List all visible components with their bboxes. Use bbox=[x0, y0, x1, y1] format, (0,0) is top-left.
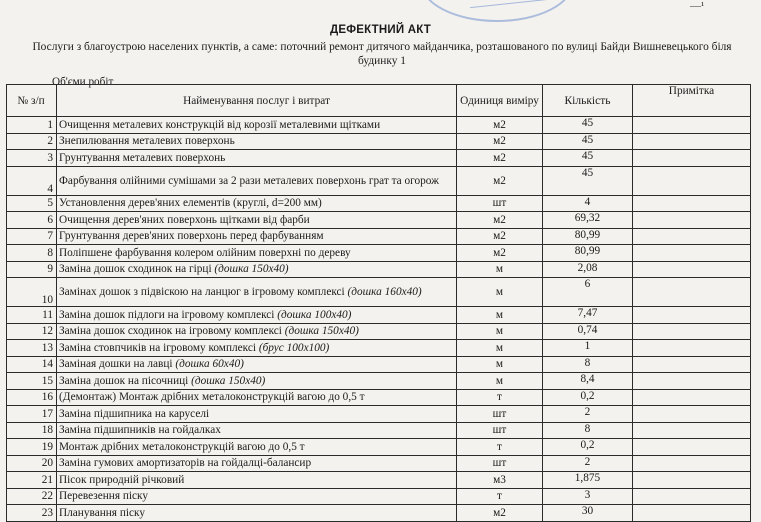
row-note bbox=[633, 323, 751, 340]
row-name bbox=[57, 406, 457, 423]
row-name-text: Заміна дошок сходинок на ігровому комплексі bbox=[59, 325, 285, 338]
row-note bbox=[633, 195, 751, 212]
row-name-spec: (дошка 150х40) bbox=[214, 263, 289, 276]
row-unit: м2 bbox=[457, 505, 543, 522]
table-row bbox=[7, 150, 751, 167]
row-name bbox=[57, 307, 457, 324]
row-name bbox=[57, 133, 457, 150]
table-row bbox=[7, 406, 751, 423]
row-number: 9 bbox=[7, 261, 57, 278]
row-quantity: 45 bbox=[543, 133, 633, 150]
table-row bbox=[7, 389, 751, 406]
row-name-spec: (брус 100х100) bbox=[258, 341, 330, 354]
row-quantity: 80,99 bbox=[543, 228, 633, 245]
row-name bbox=[57, 261, 457, 278]
row-name bbox=[57, 212, 457, 229]
row-number: 21 bbox=[7, 472, 57, 489]
row-quantity: 2 bbox=[543, 406, 633, 423]
section-label: Об'єми робіт bbox=[52, 76, 114, 88]
row-name bbox=[57, 439, 457, 456]
row-quantity: 1 bbox=[543, 340, 633, 357]
table-row bbox=[7, 228, 751, 245]
row-unit: шт bbox=[457, 195, 543, 212]
row-unit: шт bbox=[457, 422, 543, 439]
row-number: 4 bbox=[7, 166, 57, 195]
row-note bbox=[633, 340, 751, 357]
row-name-spec: (дошка 100х40) bbox=[277, 308, 352, 321]
row-unit: шт bbox=[457, 406, 543, 423]
row-quantity: 0,74 bbox=[543, 323, 633, 340]
header-note: Примітка bbox=[633, 85, 751, 117]
row-number: 23 bbox=[7, 505, 57, 522]
row-note bbox=[633, 439, 751, 456]
document-subtitle: Послуги з благоустрою населених пунктів, а саме: поточний ремонт дитячого майданчика, розташованого по вулиці Байди Вишневецького біля будинку 1 bbox=[32, 41, 732, 67]
row-note bbox=[633, 455, 751, 472]
table-row bbox=[7, 261, 751, 278]
row-unit: м bbox=[457, 278, 543, 307]
row-quantity: 6 bbox=[543, 278, 633, 307]
row-note bbox=[633, 307, 751, 324]
row-unit: м bbox=[457, 261, 543, 278]
row-note bbox=[633, 150, 751, 167]
table-row bbox=[7, 278, 751, 307]
row-quantity: 45 bbox=[543, 117, 633, 134]
row-unit: шт bbox=[457, 455, 543, 472]
row-quantity: 4 bbox=[543, 195, 633, 212]
row-name-text: Фарбування олійними сумішами за 2 рази металевих поверхонь грат та огорож bbox=[59, 174, 439, 187]
row-note bbox=[633, 389, 751, 406]
row-quantity: 80,99 bbox=[543, 245, 633, 262]
row-unit: м2 bbox=[457, 228, 543, 245]
row-quantity: 3 bbox=[543, 488, 633, 505]
row-name bbox=[57, 245, 457, 262]
row-quantity: 2,08 bbox=[543, 261, 633, 278]
row-name-text: Грунтування металевих поверхонь bbox=[59, 151, 226, 164]
row-number: 17 bbox=[7, 406, 57, 423]
row-unit: м2 bbox=[457, 166, 543, 195]
row-name bbox=[57, 117, 457, 134]
row-number: 19 bbox=[7, 439, 57, 456]
row-unit: м2 bbox=[457, 212, 543, 229]
row-name-text: Грунтування дерев'яних поверхонь перед фарбуванням bbox=[59, 230, 324, 243]
row-name-text: Планування піску bbox=[59, 506, 145, 519]
row-unit: м2 bbox=[457, 245, 543, 262]
row-name-text: Знепилювання металевих поверхонь bbox=[59, 135, 235, 148]
row-unit: м bbox=[457, 323, 543, 340]
row-note bbox=[633, 278, 751, 307]
row-note bbox=[633, 117, 751, 134]
document-title: ДЕФЕКТНИЙ АКТ bbox=[330, 24, 431, 36]
row-number: 14 bbox=[7, 356, 57, 373]
row-unit: м2 bbox=[457, 117, 543, 134]
row-name-spec: (дошка 150х40) bbox=[284, 325, 359, 338]
row-name-spec: (дошка 160х40) bbox=[347, 286, 422, 298]
row-unit: м2 bbox=[457, 150, 543, 167]
row-name-text: Заміна стовпчиків на ігровому комплексі bbox=[59, 341, 259, 354]
table-row bbox=[7, 439, 751, 456]
row-name bbox=[57, 356, 457, 373]
row-note bbox=[633, 245, 751, 262]
row-note bbox=[633, 212, 751, 229]
row-name-text: Пісок природній річковий bbox=[59, 473, 185, 486]
row-name bbox=[57, 278, 457, 307]
row-unit: т bbox=[457, 439, 543, 456]
row-note bbox=[633, 133, 751, 150]
row-name-spec: (дошка 60х40) bbox=[175, 358, 244, 371]
row-number: 8 bbox=[7, 245, 57, 262]
row-name-text: Очищення дерев'яних поверхонь щітками від фарби bbox=[59, 213, 310, 226]
row-quantity: 8 bbox=[543, 422, 633, 439]
row-name-text: Заміна дошок на пісочниці bbox=[59, 374, 192, 387]
header-name: Найменування послуг і витрат bbox=[57, 85, 457, 117]
table-header-row bbox=[7, 85, 751, 117]
row-quantity: 30 bbox=[543, 505, 633, 522]
row-note bbox=[633, 228, 751, 245]
row-note bbox=[633, 505, 751, 522]
row-unit: м bbox=[457, 356, 543, 373]
row-quantity: 45 bbox=[543, 166, 633, 195]
row-name bbox=[57, 228, 457, 245]
row-name bbox=[57, 472, 457, 489]
row-number: 16 bbox=[7, 389, 57, 406]
row-name-text: Заміна підшипника на каруселі bbox=[59, 407, 210, 420]
row-number: 7 bbox=[7, 228, 57, 245]
row-name bbox=[57, 455, 457, 472]
row-quantity: 8,4 bbox=[543, 373, 633, 390]
row-quantity: 2 bbox=[543, 455, 633, 472]
row-number: 18 bbox=[7, 422, 57, 439]
row-name bbox=[57, 389, 457, 406]
row-unit: м bbox=[457, 307, 543, 324]
defect-table bbox=[6, 84, 751, 522]
row-quantity: 0,2 bbox=[543, 389, 633, 406]
table-row bbox=[7, 422, 751, 439]
table-row bbox=[7, 212, 751, 229]
row-quantity: 1,875 bbox=[543, 472, 633, 489]
row-unit: м2 bbox=[457, 133, 543, 150]
row-number: 11 bbox=[7, 307, 57, 324]
row-unit: т bbox=[457, 389, 543, 406]
row-name-text: Перевезення піску bbox=[59, 490, 149, 503]
table-row bbox=[7, 472, 751, 489]
row-name-text: Заміна дошок сходинок на гірці bbox=[59, 263, 215, 276]
row-name bbox=[57, 488, 457, 505]
table-row bbox=[7, 166, 751, 195]
table-row bbox=[7, 455, 751, 472]
row-quantity: 0,2 bbox=[543, 439, 633, 456]
row-quantity: 45 bbox=[543, 150, 633, 167]
table-row bbox=[7, 488, 751, 505]
row-name bbox=[57, 505, 457, 522]
row-note bbox=[633, 166, 751, 195]
row-unit: т bbox=[457, 488, 543, 505]
row-number: 6 bbox=[7, 212, 57, 229]
header-num: № з/п bbox=[7, 85, 57, 117]
row-quantity: 7,47 bbox=[543, 307, 633, 324]
row-note bbox=[633, 488, 751, 505]
row-name-text: Заміна дошок підлоги на ігровому комплексі bbox=[59, 308, 278, 321]
row-note bbox=[633, 472, 751, 489]
row-number: 13 bbox=[7, 340, 57, 357]
row-note bbox=[633, 406, 751, 423]
table-row bbox=[7, 373, 751, 390]
row-name-text: Поліпшене фарбування колером олійним поверхні по дереву bbox=[59, 246, 351, 259]
row-number: 20 bbox=[7, 455, 57, 472]
row-unit: м bbox=[457, 340, 543, 357]
row-number: 15 bbox=[7, 373, 57, 390]
row-name bbox=[57, 373, 457, 390]
row-name bbox=[57, 340, 457, 357]
table-row bbox=[7, 195, 751, 212]
row-name bbox=[57, 323, 457, 340]
row-number: 5 bbox=[7, 195, 57, 212]
row-unit: м bbox=[457, 373, 543, 390]
row-name bbox=[57, 195, 457, 212]
row-name-text: Заміная дошки на лавці bbox=[59, 358, 176, 371]
row-name-text: Очищення металевих конструкцій від корозії металевими щітками bbox=[59, 118, 381, 131]
table-row bbox=[7, 307, 751, 324]
row-name bbox=[57, 166, 457, 195]
row-name-text: Замінах дошок з підвіскою на ланцюг в ігровому комплексі bbox=[59, 286, 348, 298]
row-note bbox=[633, 356, 751, 373]
header-qty: Кількість bbox=[543, 85, 633, 117]
row-number: 22 bbox=[7, 488, 57, 505]
row-unit: м3 bbox=[457, 472, 543, 489]
header-unit: Одиниця виміру bbox=[457, 85, 543, 117]
table-row bbox=[7, 323, 751, 340]
row-number: 3 bbox=[7, 150, 57, 167]
row-name-text: Монтаж дрібних металоконструкцій вагою до 0,5 т bbox=[59, 440, 305, 453]
row-note bbox=[633, 422, 751, 439]
row-name bbox=[57, 150, 457, 167]
row-name-text: (Демонтаж) Монтаж дрібних металоконструкцій вагою до 0,5 т bbox=[59, 391, 365, 404]
table-row bbox=[7, 133, 751, 150]
row-number: 10 bbox=[7, 278, 57, 307]
corner-mark: —¹ bbox=[690, 0, 705, 12]
row-quantity: 8 bbox=[543, 356, 633, 373]
row-name-spec: (дошка 150х40) bbox=[191, 374, 266, 387]
row-quantity: 69,32 bbox=[543, 212, 633, 229]
table-row bbox=[7, 505, 751, 522]
table-row bbox=[7, 356, 751, 373]
table-row bbox=[7, 117, 751, 134]
row-name-text: Заміна підшипників на гойдалках bbox=[59, 424, 221, 437]
row-name bbox=[57, 422, 457, 439]
row-note bbox=[633, 373, 751, 390]
row-note bbox=[633, 261, 751, 278]
row-name-text: Заміна гумових амортизаторів на гойдалці-балансир bbox=[59, 457, 312, 470]
row-number: 12 bbox=[7, 323, 57, 340]
table-row bbox=[7, 340, 751, 357]
row-number: 1 bbox=[7, 117, 57, 134]
table-row bbox=[7, 245, 751, 262]
row-name-text: Установлення дерев'яних елементів (круглі, d=200 мм) bbox=[59, 197, 322, 210]
row-number: 2 bbox=[7, 133, 57, 150]
